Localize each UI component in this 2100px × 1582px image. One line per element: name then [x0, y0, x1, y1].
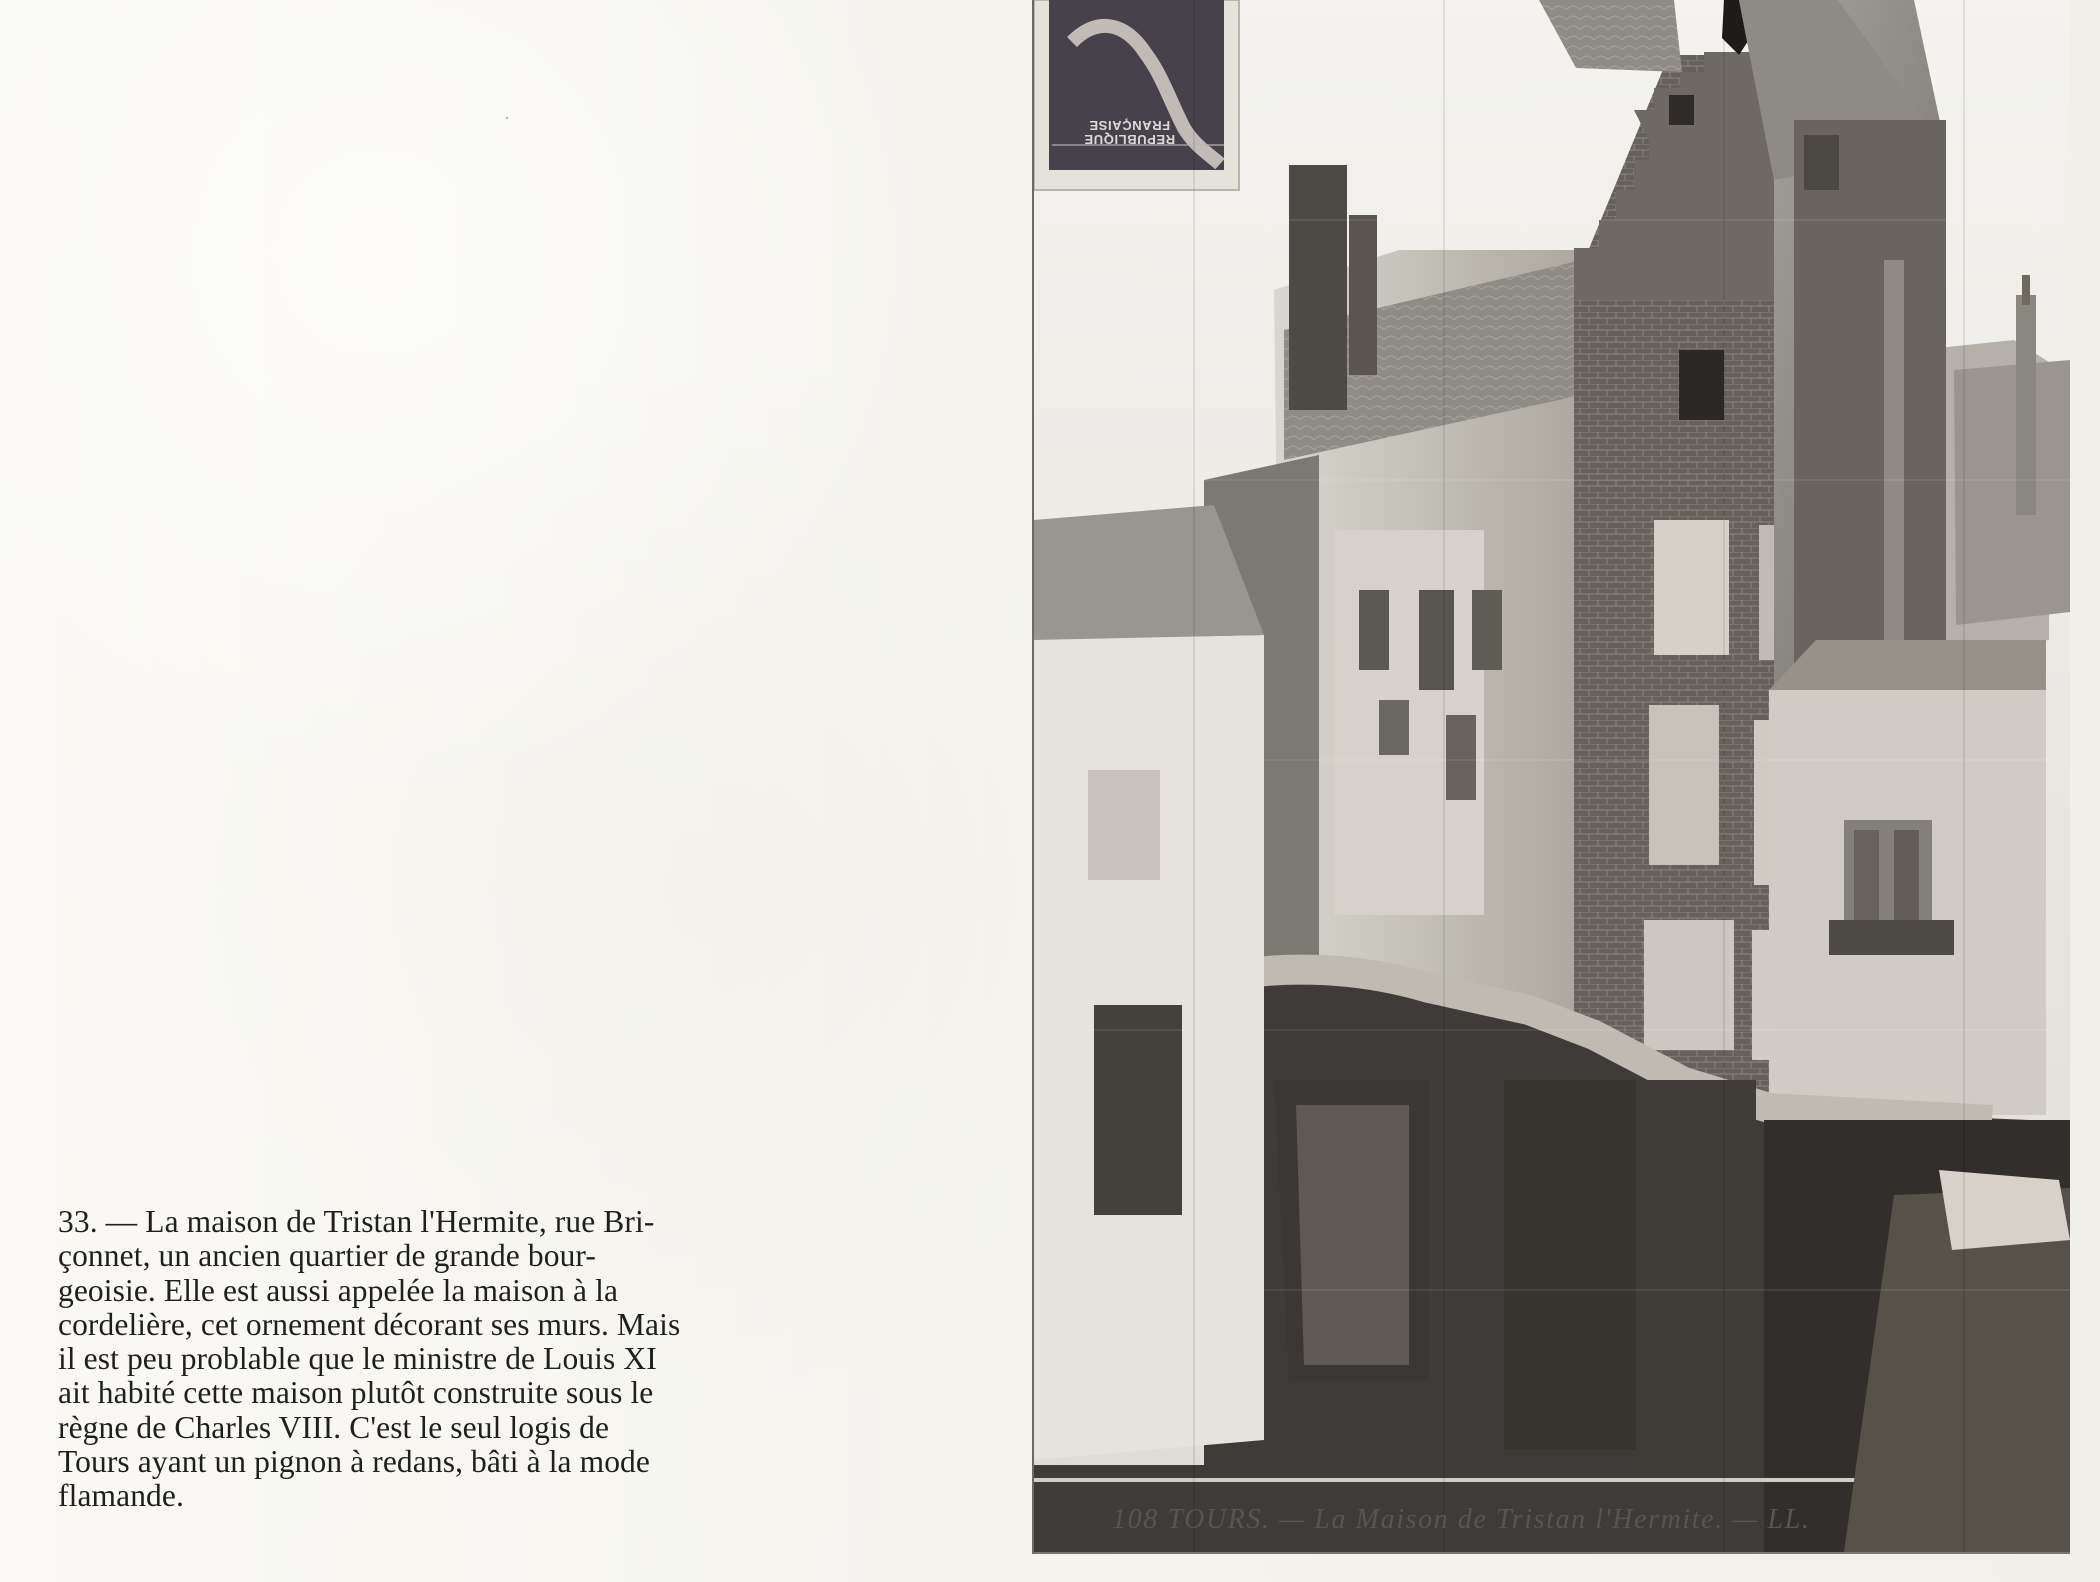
stamp-text: REPUBLIQUE FRANÇAISE	[1083, 118, 1176, 147]
caption-text: 33. — La maison de Tristan l'Hermite, rue Bri- çonnet, un ancien quartier de grande bour- geoisie. Elle est aussi appelée la maison à la cordelière, cet ornement décorant ses murs. Mais il est peu problable que le ministre de Louis XI ait habité cette maison plutôt construite sous le règne de Charles VIII. C'est le seul logis de Tours ayant un pignon à redans, bâti à la mode flamande.	[58, 1204, 681, 1514]
stamp-icon	[1034, 0, 1239, 190]
left-foreground-building	[1034, 505, 1264, 1460]
paper-speck	[506, 117, 508, 119]
postcard-caption: 108 TOURS. — La Maison de Tristan l'Hermite. — LL.	[1112, 1504, 1811, 1535]
postcard-image	[1032, 0, 2070, 1554]
postcard-illustration	[1034, 0, 2070, 1552]
right-house	[1769, 640, 2046, 1115]
